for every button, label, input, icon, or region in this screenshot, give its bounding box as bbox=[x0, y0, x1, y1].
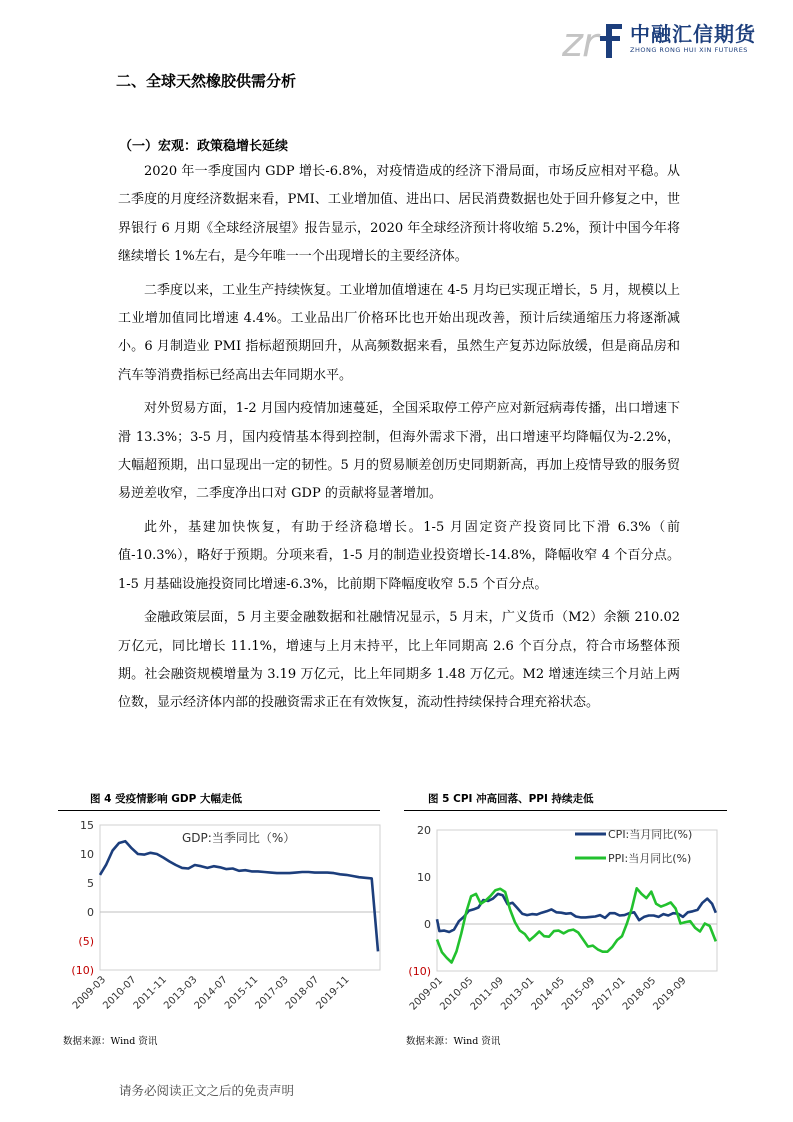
x-tick-label: 2014-07 bbox=[192, 974, 230, 1012]
figure5-title: 图 5 CPI 冲高回落、PPI 持续走低 bbox=[428, 793, 594, 805]
body-text bbox=[118, 158, 680, 723]
logo-english-name: ZHONG RONG HUI XIN FUTURES bbox=[630, 46, 748, 54]
y-tick-label: (10) bbox=[408, 965, 431, 978]
company-logo bbox=[560, 14, 775, 62]
series-line-b bbox=[437, 888, 716, 962]
x-tick-label: 2011-11 bbox=[131, 974, 170, 1012]
paragraph-finance: 金融政策层面，5 月主要金融数据和社融情况显示，5 月末，广义货币（M2）余额 210.02 万亿元，同比增长 11.1%，增速与上月末持平，比上年同期高 2.6 个百分点，符合市场整体预期。社会融资规模增量为 3.19 万亿元，比上年同期多 1.48 万亿元。M2 增速连续三个月站上两位数，显示经济体内部的投融资需求正在有效恢复，流动性持续保持合理充裕状态。 bbox=[118, 610, 680, 711]
x-tick-label: 2017-03 bbox=[253, 974, 291, 1012]
paragraph-trade: 对外贸易方面，1-2 月国内疫情加速蔓延，全国采取停工停产应对新冠病毒传播，出口增速下滑 13.3%；3-5 月，国内疫情基本得到控制，但海外需求下滑，出口增速平均降幅仅为-2.2%，大幅超预期，出口显现出一定的韧性。5 月的贸易顺差创历史同期新高，再加上疫情导致的服务贸易逆差收窄，二季度净出口对 GDP 的贡献将显著增加。 bbox=[118, 401, 680, 502]
y-tick-label: 0 bbox=[87, 906, 94, 919]
x-tick-label: 2018-05 bbox=[620, 975, 659, 1013]
figure5-source: 数据来源：Wind 资讯 bbox=[406, 1036, 501, 1047]
x-tick-label: 2014-05 bbox=[529, 975, 567, 1013]
figure4-rule bbox=[58, 810, 380, 811]
x-tick-label: 2009-03 bbox=[70, 974, 109, 1012]
logo-chinese-name: 中融汇信期货 bbox=[630, 22, 756, 46]
x-tick-label: 2017-01 bbox=[590, 975, 628, 1013]
y-tick-label: 10 bbox=[80, 848, 94, 861]
x-tick-label: 2019-11 bbox=[314, 974, 352, 1012]
x-tick-label: 2010-07 bbox=[101, 974, 139, 1012]
subsection-title: （一）宏观：政策稳增长延续 bbox=[119, 139, 289, 154]
x-tick-label: 2015-09 bbox=[560, 975, 598, 1013]
x-tick-label: 2013-01 bbox=[499, 975, 537, 1013]
figure4-source: 数据来源：Wind 资讯 bbox=[63, 1036, 158, 1047]
y-tick-label: 20 bbox=[417, 824, 431, 837]
gdp-chart bbox=[58, 812, 388, 1022]
y-tick-label: (5) bbox=[78, 935, 94, 948]
series-line-a bbox=[100, 841, 378, 951]
y-tick-label: 15 bbox=[80, 819, 94, 832]
x-tick-label: 2019-09 bbox=[651, 975, 689, 1013]
y-tick-label: 5 bbox=[87, 877, 94, 890]
svg-text:r: r bbox=[582, 20, 599, 60]
svg-text:z: z bbox=[562, 20, 583, 60]
plot-frame bbox=[100, 825, 380, 970]
cpi-ppi-chart bbox=[400, 812, 730, 1022]
x-tick-label: 2015-11 bbox=[223, 974, 261, 1012]
figure4-title: 图 4 受疫情影响 GDP 大幅走低 bbox=[90, 793, 242, 805]
paragraph-gdp: 2020 年一季度国内 GDP 增长-6.8%，对疫情造成的经济下滑局面，市场反应相对平稳。从二季度的月度经济数据来看，PMI、工业增加值、进出口、居民消费数据也处于回升修复之中，世界银行 6 月期《全球经济展望》报告显示，2020 年全球经济预计将收缩 5.2%，预计中国今年将继续增长 1%左右，是今年唯一一个出现增长的主要经济体。 bbox=[118, 164, 680, 265]
paragraph-investment: 此外，基建加快恢复，有助于经济稳增长。1-5 月固定资产投资同比下滑 6.3%（前值-10.3%），略好于预期。分项来看，1-5 月的制造业投资增长-14.8%，降幅收窄 4 个百分点。1-5 月基础设施投资同比增速-6.3%，比前期下降幅度收窄 5.5 个百分点。 bbox=[118, 519, 680, 592]
zrf-logo-mark bbox=[562, 16, 626, 60]
y-tick-label: (10) bbox=[71, 964, 94, 977]
x-tick-label: 2013-03 bbox=[162, 974, 200, 1012]
y-tick-label: 10 bbox=[417, 871, 431, 884]
section-title: 二、全球天然橡胶供需分析 bbox=[116, 72, 297, 90]
x-tick-label: 2010-05 bbox=[438, 975, 476, 1013]
legend-label-ppi: PPI:当月同比(%) bbox=[608, 852, 692, 865]
paragraph-industry: 二季度以来，工业生产持续恢复。工业增加值增速在 4-5 月均已实现正增长，5 月，规模以上工业增加值同比增速 4.4%。工业品出厂价格环比也开始出现改善，预计后续通缩压力将逐渐减小。6 月制造业 PMI 指标超预期回升，从高频数据来看，虽然生产复苏边际放缓，但是商品房和汽车等消费指标已经高出去年同期水平。 bbox=[118, 282, 680, 383]
x-tick-label: 2011-09 bbox=[468, 975, 507, 1013]
x-tick-label: 2018-07 bbox=[283, 974, 322, 1012]
figure5-rule bbox=[404, 810, 727, 811]
disclaimer-footer: 请务必阅读正文之后的免责声明 bbox=[119, 1083, 295, 1098]
y-tick-label: 0 bbox=[424, 918, 431, 931]
legend-label-gdp: GDP:当季同比（%） bbox=[182, 831, 296, 845]
legend-label-cpi: CPI:当月同比(%) bbox=[608, 828, 693, 841]
x-tick-label: 2009-01 bbox=[407, 975, 446, 1013]
